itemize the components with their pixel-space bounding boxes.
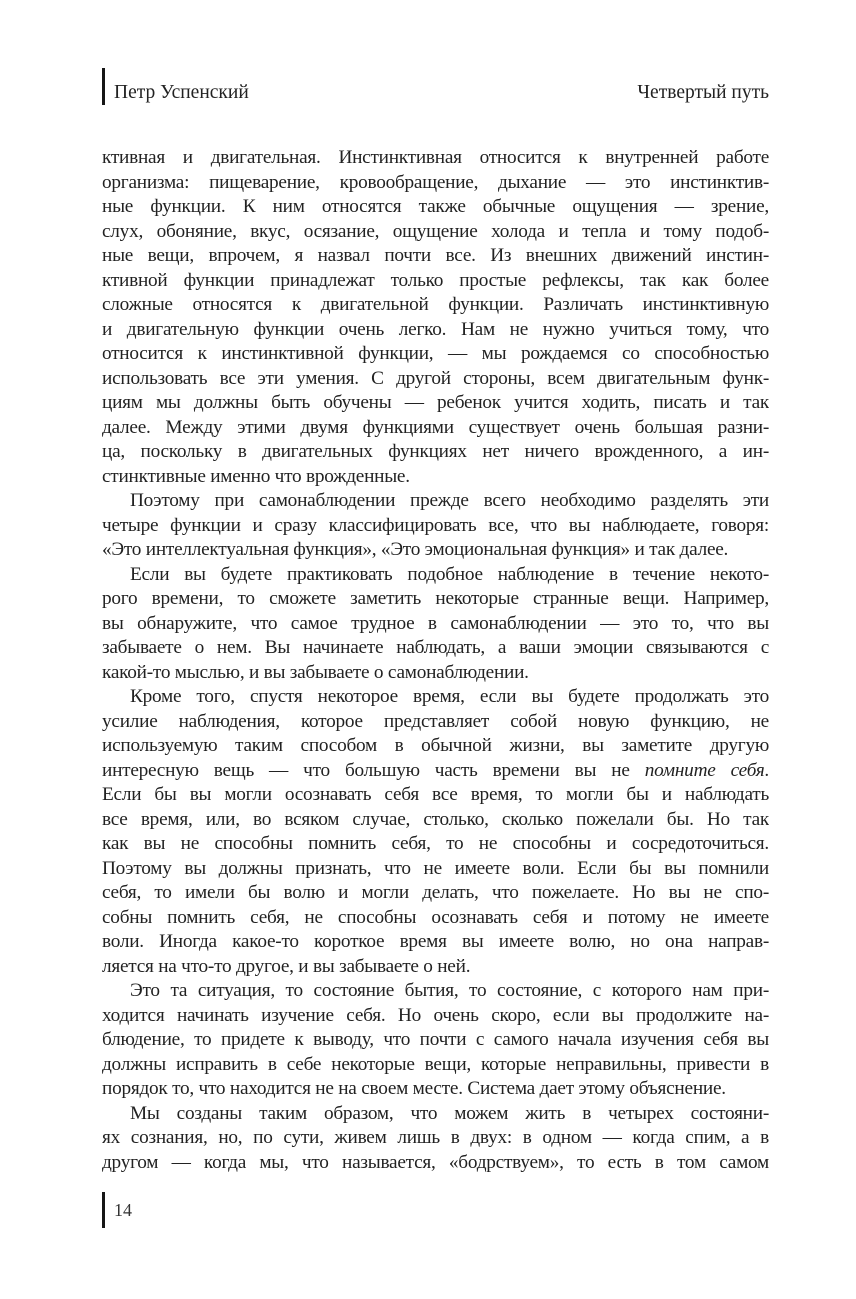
- text-line: ца, поскольку в двигательных функциях нет ничего врожденного, а ин-: [102, 441, 769, 462]
- text-line: «Это интеллектуальная функция», «Это эмоциональная функция» и так далее.: [102, 539, 729, 560]
- text-line: Если вы будете практиковать подобное наблюдение в течение некото-: [130, 563, 769, 585]
- text-line: циям мы должны быть обучены — ребенок учится ходить, писать и так: [102, 392, 769, 413]
- text-line: Поэтому при самонаблюдении прежде всего необходимо разделять эти: [130, 490, 769, 511]
- text-line: вы обнаружите, что самое трудное в самонаблюдении — это то, что вы: [102, 612, 769, 634]
- text-line: должны исправить в себе некоторые вещи, которые неправильны, привести в: [102, 1053, 769, 1075]
- running-header: [102, 68, 769, 105]
- text-line: ктивной функции принадлежат только простые рефлексы, так как более: [102, 269, 769, 291]
- text-line: блюдение, то придете к выводу, что почти с самого начала изучения себя вы: [102, 1029, 769, 1050]
- text-line: и двигательную функции очень легко. Нам не нужно учиться тому, что: [102, 318, 769, 340]
- text-line: Поэтому вы должны признать, что не имеете воли. Если бы вы помнили: [102, 857, 769, 879]
- text-line: забываете о нем. Вы начинаете наблюдать, а ваши эмоции связываются с: [102, 637, 769, 658]
- body-text: [102, 146, 769, 1175]
- text-line: использовать все эти умения. С другой стороны, всем двигательным функ-: [102, 367, 769, 389]
- text-line: собны помнить себя, не способны осознавать себя и потому не имеете: [102, 906, 769, 928]
- text-line: ктивная и двигательная. Инстинктивная относится к внутренней работе: [102, 147, 769, 168]
- text-line: усилие наблюдения, которое представляет собой новую функцию, не: [102, 710, 769, 732]
- text-line: все время, или, во всяком случае, столько, сколько пожелали бы. Но так: [102, 808, 769, 830]
- text-segment: интересную вещь — что большую часть времени вы не: [102, 759, 645, 781]
- text-line: Это та ситуация, то состояние бытия, то состояние, с которого нам при-: [130, 980, 769, 1001]
- text-line: далее. Между этими двумя функциями существует очень большая разни-: [102, 416, 769, 438]
- text-line: [102, 759, 769, 784]
- text-line: относится к инстинктивной функции, — мы рождаемся со способностью: [102, 343, 769, 364]
- text-line: Если бы вы могли осознавать себя все время, то могли бы и наблюдать: [102, 784, 769, 805]
- text-line: воли. Иногда какое-то короткое время вы имеете волю, но она направ-: [102, 931, 769, 952]
- text-line: Кроме того, спустя некоторое время, если вы будете продолжать это: [130, 686, 769, 707]
- emphasized-text: помните себя: [644, 759, 765, 781]
- running-header-author: Петр Успенский: [114, 81, 249, 103]
- text-line: ходится начинать изучение себя. Но очень скоро, если вы продолжите на-: [102, 1004, 769, 1026]
- text-line: порядок то, что находится не на своем месте. Система дает этому объяснение.: [102, 1078, 726, 1099]
- text-line: используемую таким способом в обычной жизни, вы заметите другую: [102, 735, 769, 756]
- text-line: себя, то имели бы волю и могли делать, что пожелаете. Но вы не спо-: [102, 882, 769, 903]
- text-line: ные вещи, впрочем, я назвал почти все. Из внешних движений инстин-: [102, 245, 769, 266]
- text-line: стинктивные именно что врожденные.: [102, 465, 410, 487]
- text-line: рого времени, то сможете заметить некоторые странные вещи. Например,: [102, 588, 769, 609]
- page-footer: [102, 1192, 132, 1228]
- text-line: как вы не способны помнить себя, то не способны и сосредоточиться.: [102, 833, 769, 854]
- text-line: Мы созданы таким образом, что можем жить в четырех состояни-: [130, 1102, 769, 1124]
- text-line: сложные относятся к двигательной функции. Различать инстинктивную: [102, 294, 769, 315]
- text-line: другом — когда мы, что называется, «бодрствуем», то есть в том самом: [102, 1151, 769, 1173]
- text-line: четыре функции и сразу классифицировать все, что вы наблюдаете, говоря:: [102, 514, 769, 536]
- text-line: организма: пищеварение, кровообращение, дыхание — это инстинктив-: [102, 171, 769, 193]
- running-header-book-title: Четвертый путь: [637, 81, 769, 103]
- text-line: ляется на что-то другое, и вы забываете о ней.: [102, 955, 471, 977]
- text-line: ные функции. К ним относятся также обычные ощущения — зрение,: [102, 196, 769, 217]
- text-line: ях сознания, но, по сути, живем лишь в двух: в одном — когда спим, а в: [102, 1127, 769, 1148]
- text-line: слух, обоняние, вкус, осязание, ощущение холода и тепла и тому подоб-: [102, 220, 769, 242]
- text-line: какой-то мыслью, и вы забываете о самонаблюдении.: [102, 661, 529, 683]
- page-number: 14: [114, 1199, 132, 1220]
- text-segment: .: [764, 759, 769, 781]
